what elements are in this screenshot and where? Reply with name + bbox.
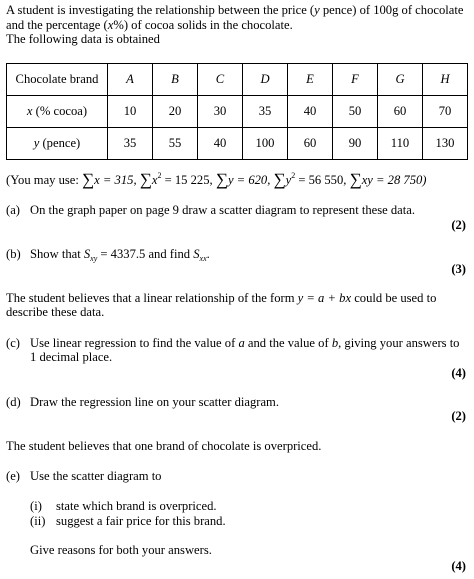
- question-c-text-line-2: 1 decimal place.: [30, 350, 113, 364]
- table-cell: 110: [378, 128, 423, 160]
- table-cell: 35: [108, 128, 153, 160]
- question-c-marks: (4): [451, 366, 466, 380]
- table-cell: 30: [198, 96, 243, 128]
- table-cell: C: [198, 64, 243, 96]
- linear-relationship-paragraph: The student believes that a linear relationship of the form y = a + bx could be used to: [6, 291, 437, 305]
- question-b-text: Show that $S_{xy} = 4337.5$ and find $S_{xx}$.: [30, 247, 210, 263]
- question-b-label: (b): [6, 247, 21, 261]
- table-row-label-x: x (% cocoa): [7, 96, 108, 128]
- table-cell: 40: [198, 128, 243, 160]
- table-cell: B: [153, 64, 198, 96]
- overpriced-paragraph: The student believes that one brand of chocolate is overpriced.: [6, 439, 322, 453]
- table-header-label: Chocolate brand: [7, 64, 108, 96]
- question-e-i-label: (i): [30, 499, 42, 513]
- table-cell: 50: [333, 96, 378, 128]
- table-row-label-y: y (pence): [7, 128, 108, 160]
- question-e-ii-text: suggest a fair price for this brand.: [56, 514, 226, 528]
- data-table: [6, 63, 468, 160]
- table-cell: 90: [333, 128, 378, 160]
- summary-statistics-hint: (You may use: ∑x = 315, $\sum x^2 = 15$ 225, ∑y = 620, $\sum y^2 = 56$ 550, ∑xy = 28 750): [6, 170, 427, 189]
- question-e-marks: (4): [451, 559, 466, 573]
- question-d-label: (d): [6, 395, 21, 409]
- question-b-marks: (3): [451, 262, 466, 276]
- intro-line-3: The following data is obtained: [6, 32, 160, 46]
- question-e-text: Use the scatter diagram to: [30, 469, 162, 483]
- table-cell: 130: [423, 128, 468, 160]
- table-row-x: [7, 96, 468, 128]
- question-a-marks: (2): [451, 218, 466, 232]
- table-cell: A: [108, 64, 153, 96]
- intro-line-2: and the percentage (x%) of cocoa solids in the chocolate.: [6, 17, 293, 32]
- question-a-label: (a): [6, 203, 20, 217]
- intro-line-1: A student is investigating the relationship between the price (y pence) of 100g of chocolate: [6, 3, 464, 17]
- question-c-text: Use linear regression to find the value of a and the value of b, giving your answers to: [30, 336, 460, 350]
- table-cell: E: [288, 64, 333, 96]
- table-cell: 100: [243, 128, 288, 160]
- intro-text: [6, 3, 463, 47]
- question-d-text: Draw the regression line on your scatter diagram.: [30, 395, 279, 409]
- table-cell: D: [243, 64, 288, 96]
- table-cell: F: [333, 64, 378, 96]
- question-e-label: (e): [6, 469, 20, 483]
- table-cell: 60: [378, 96, 423, 128]
- question-e-reasons: Give reasons for both your answers.: [30, 543, 212, 557]
- question-a-text: On the graph paper on page 9 draw a scatter diagram to represent these data.: [30, 203, 415, 217]
- table-cell: H: [423, 64, 468, 96]
- question-d-marks: (2): [451, 409, 466, 423]
- table-cell: 10: [108, 96, 153, 128]
- table-row-y: [7, 128, 468, 160]
- table-row-brands: [7, 64, 468, 96]
- table-cell: G: [378, 64, 423, 96]
- table-cell: 70: [423, 96, 468, 128]
- question-e-ii-label: (ii): [30, 514, 46, 528]
- table-cell: 20: [153, 96, 198, 128]
- linear-relationship-paragraph-line-2: describe these data.: [6, 305, 105, 319]
- table-cell: 35: [243, 96, 288, 128]
- table-cell: 40: [288, 96, 333, 128]
- question-c-label: (c): [6, 336, 20, 350]
- table-cell: 55: [153, 128, 198, 160]
- table-cell: 60: [288, 128, 333, 160]
- question-e-i-text: state which brand is overpriced.: [56, 499, 217, 513]
